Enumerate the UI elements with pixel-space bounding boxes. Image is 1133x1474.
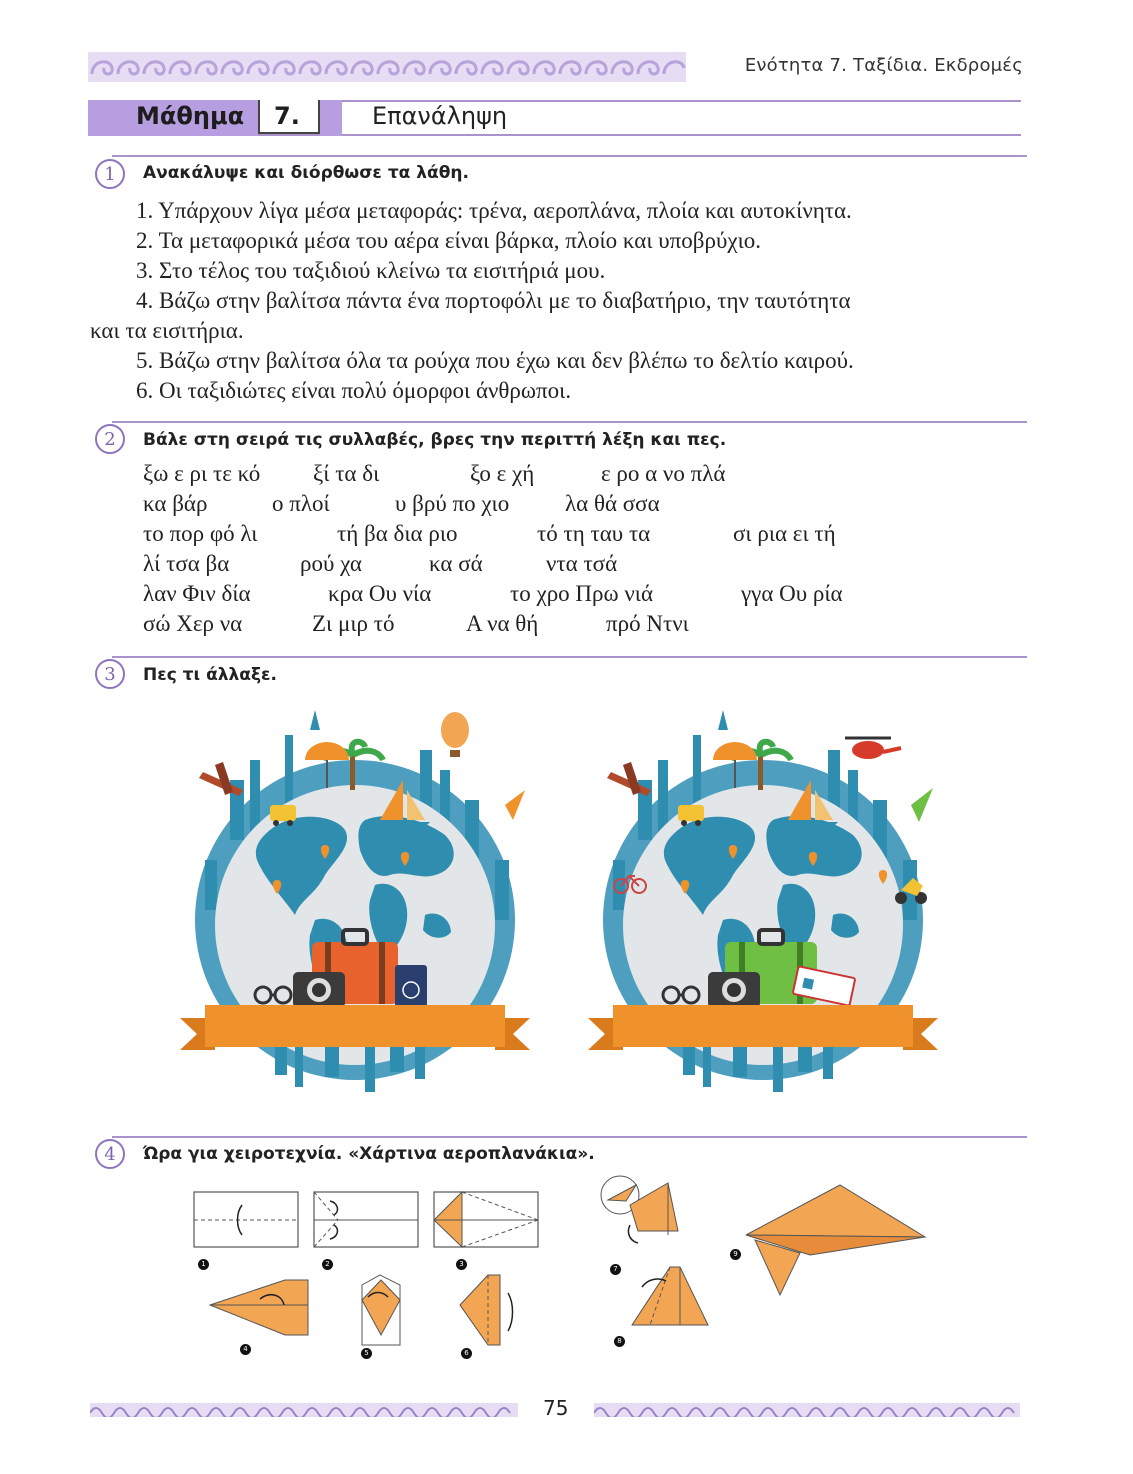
syllable-item: λα θά σσα [565, 491, 660, 516]
syllable-item: σώ Χερ να [143, 611, 243, 636]
airplane-icon [199, 762, 243, 796]
step-marker: 5 [361, 1348, 372, 1359]
footer-wave-left [90, 1403, 518, 1417]
syllable-item: σι ρια ει τή [733, 521, 836, 546]
exercise-1-line-3: 3. Στο τέλος του ταξιδιού κλείνω τα εισιτήριά μου. [136, 258, 606, 283]
exercise-1-line-1: 1. Υπάρχουν λίγα μέσα μεταφοράς: τρένα, αεροπλάνα, πλοία και αυτοκίνητα. [136, 198, 852, 223]
exercise-1-line-4: 4. Βάζω στην βαλίτσα πάντα ένα πορτοφόλι με το διαβατήριο, την ταυτότητα [136, 288, 851, 313]
helicopter-icon [845, 738, 901, 759]
syllable-item: κα σά [429, 551, 483, 576]
paper-plane-icon [911, 788, 933, 822]
step-marker: 4 [240, 1344, 251, 1355]
syllable-item: το πορ φό λι [143, 521, 258, 546]
finished-paper-plane [746, 1185, 925, 1295]
syllable-item: λί τσα βα [143, 551, 230, 576]
syllable-item: πρό Ντνι [606, 611, 689, 636]
decorative-wave-band [88, 52, 686, 82]
syllable-item: τή βα δια ριο [337, 521, 458, 546]
syllable-item: ξί τα δι [313, 461, 380, 486]
exercise-number-4: 4 [95, 1139, 125, 1169]
syllable-item: υ βρύ πο χιο [395, 491, 510, 516]
step-marker: 9 [730, 1249, 741, 1260]
lesson-number: 7. [274, 102, 300, 130]
fold-step-7 [601, 1176, 678, 1243]
lesson-number-box [258, 100, 320, 134]
lesson-label: Μάθημα [136, 102, 245, 130]
fold-step-2 [314, 1192, 418, 1247]
camera-icon [708, 972, 760, 1008]
exercise-2-title: Βάλε στη σειρά τις συλλαβές, βρες την περιττή λέξη και πες. [143, 430, 727, 450]
syllable-item: γγα Ου ρία [741, 581, 843, 606]
lesson-header [88, 100, 1021, 136]
exercise-1-line-6: 6. Οι ταξιδιώτες είναι πολύ όμορφοι άνθρωποι. [136, 378, 572, 403]
chapter-title: Ενότητα 7. Ταξίδια. Εκδρομές [744, 55, 1023, 76]
fold-step-8 [632, 1267, 708, 1325]
paper-plane-icon [505, 790, 525, 820]
syllable-item: Ζι μιρ τό [312, 611, 395, 636]
airplane-icon [607, 762, 651, 796]
syllable-item: κα βάρ [143, 491, 208, 516]
syllable-item: κρα Ου νία [328, 581, 432, 606]
fold-step-1 [194, 1192, 298, 1247]
section-divider [112, 656, 1027, 658]
banner-ribbon [180, 1005, 530, 1050]
paper-plane-instructions [190, 1175, 940, 1365]
syllable-item: ξο ε χή [470, 461, 535, 486]
exercise-3-title: Πες τι άλλαξε. [143, 665, 277, 685]
fold-step-3 [434, 1192, 538, 1247]
exercise-number-1: 1 [95, 159, 125, 189]
travel-illustration-right [583, 710, 943, 1100]
hot-air-balloon-icon [441, 712, 469, 757]
banner-ribbon [588, 1005, 938, 1050]
syllable-item: Α να θή [466, 611, 539, 636]
fold-step-5 [362, 1275, 400, 1345]
section-divider [112, 155, 1027, 157]
step-marker: 8 [614, 1336, 625, 1347]
syllable-item: ρού χα [300, 551, 362, 576]
syllable-item: τό τη ταυ τα [537, 521, 651, 546]
step-marker: 6 [461, 1348, 472, 1359]
exercise-1-line-4-cont: και τα εισιτήρια. [90, 318, 244, 343]
section-divider [112, 1136, 1027, 1138]
exercise-number-2: 2 [95, 424, 125, 454]
lesson-label-box [88, 100, 258, 136]
fold-step-6 [460, 1275, 513, 1345]
syllable-item: ξω ε ρι τε κό [143, 461, 261, 486]
camera-icon [293, 972, 345, 1008]
syllable-item: λαν Φιν δία [143, 581, 251, 606]
step-marker: 2 [322, 1259, 333, 1270]
lesson-title: Επανάληψη [372, 102, 508, 130]
syllable-item: ε ρο α νο πλά [601, 461, 726, 486]
footer-wave-right [594, 1403, 1020, 1417]
exercise-1-line-5: 5. Βάζω στην βαλίτσα όλα τα ρούχα που έχω και δεν βλέπω το δελτίο καιρού. [136, 348, 854, 373]
fold-step-4 [210, 1280, 308, 1335]
section-divider [112, 421, 1027, 423]
syllable-item: ο πλοί [272, 491, 330, 516]
exercise-1-line-2: 2. Τα μεταφορικά μέσα του αέρα είναι βάρκα, πλοίο και υποβρύχιο. [136, 228, 762, 253]
passport-icon [395, 965, 427, 1007]
exercise-number-3: 3 [95, 659, 125, 689]
step-marker: 1 [198, 1259, 209, 1270]
exercise-1-title: Ανακάλυψε και διόρθωσε τα λάθη. [143, 163, 469, 183]
travel-illustration-left [175, 710, 535, 1100]
syllable-item: ντα τσά [546, 551, 618, 576]
syllable-item: το χρο Πρω νιά [510, 581, 654, 606]
step-marker: 7 [610, 1264, 621, 1275]
exercise-4-title: Ώρα για χειροτεχνία. «Χάρτινα αεροπλανάκια». [143, 1144, 595, 1164]
step-marker: 3 [456, 1259, 467, 1270]
page-number: 75 [543, 1396, 569, 1420]
